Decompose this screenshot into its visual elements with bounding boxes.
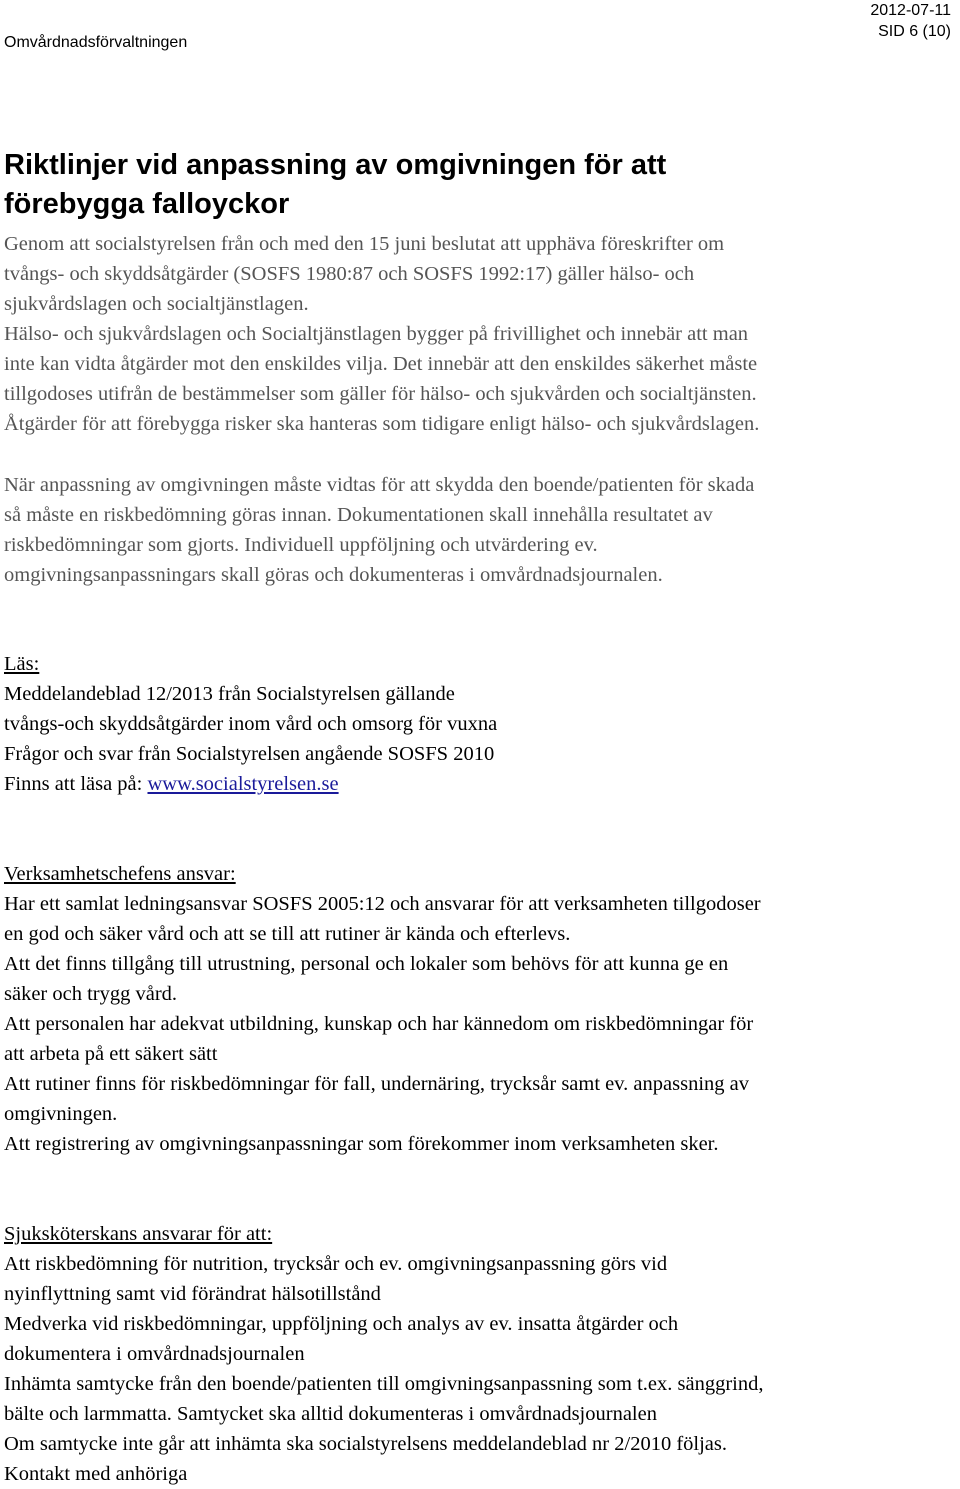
text-line: Kontakt med anhöriga	[4, 1463, 188, 1485]
manager-section	[4, 859, 960, 1159]
find-prefix: Finns att läsa på:	[4, 773, 148, 795]
text-line: Att det finns tillgång till utrustning, personal och lokaler som behövs för att kunna ge en	[4, 953, 729, 975]
text-line: Att registrering av omgivningsanpassningar som förekommer inom verksamheten sker.	[4, 1133, 719, 1155]
manager-heading: Verksamhetschefens ansvar:	[4, 863, 236, 885]
adaptation-paragraph	[4, 470, 960, 590]
text-line: Frågor och svar från Socialstyrelsen angående SOSFS 2010	[4, 743, 495, 765]
text-line: När anpassning av omgivningen måste vidtas för att skydda den boende/patienten för skada	[4, 474, 755, 496]
text-line: Att personalen har adekvat utbildning, kunskap och har kännedom om riskbedömningar för	[4, 1013, 754, 1035]
text-line: så måste en riskbedömning göras innan. Dokumentationen skall innehålla resultatet av	[4, 504, 713, 526]
text-line: Hälso- och sjukvårdslagen och Socialtjänstlagen bygger på frivillighet och innebär att man	[4, 323, 749, 345]
header-page-number: SID 6 (10)	[878, 23, 951, 40]
text-line: Meddelandeblad 12/2013 från Socialstyrelsen gällande	[4, 683, 455, 705]
text-line: en god och säker vård och att se till att rutiner är kända och efterlevs.	[4, 923, 571, 945]
header-date: 2012-07-11	[870, 2, 951, 19]
text-line: att arbeta på ett säkert sätt	[4, 1043, 218, 1065]
intro-paragraph	[4, 229, 960, 439]
text-line: Om samtycke inte går att inhämta ska socialstyrelsens meddelandeblad nr 2/2010 följas.	[4, 1433, 727, 1455]
text-line: inte kan vidta åtgärder mot den enskildes vilja. Det innebär att den enskildes säkerhet måste	[4, 353, 758, 375]
text-line: nyinflyttning samt vid förändrat hälsotillstånd	[4, 1283, 381, 1305]
text-line: omgivningen.	[4, 1103, 118, 1125]
find-line	[4, 769, 960, 799]
text-line: Att rutiner finns för riskbedömningar för fall, undernäring, trycksår samt ev. anpassning av	[4, 1073, 750, 1095]
nurse-heading: Sjuksköterskans ansvarar för att:	[4, 1223, 273, 1245]
header-organization: Omvårdnadsförvaltningen	[4, 34, 188, 51]
nurse-section	[4, 1219, 960, 1489]
text-line: säker och trygg vård.	[4, 983, 178, 1005]
text-line: Genom att socialstyrelsen från och med den 15 juni beslutat att upphäva föreskrifter om	[4, 233, 725, 255]
text-line: Åtgärder för att förebygga risker ska hanteras som tidigare enligt hälso- och sjukvårdslagen.	[4, 413, 760, 435]
text-line: omgivningsanpassningars skall göras och dokumenteras i omvårdnadsjournalen.	[4, 564, 663, 586]
text-line: sjukvårdslagen och socialtjänstlagen.	[4, 293, 309, 315]
read-heading: Läs:	[4, 653, 40, 675]
text-line: dokumentera i omvårdnadsjournalen	[4, 1343, 305, 1365]
text-line: bälte och larmmatta. Samtycket ska alltid dokumenteras i omvårdnadsjournalen	[4, 1403, 657, 1425]
title-line: Riktlinjer vid anpassning av omgivningen för att	[4, 149, 667, 181]
title-line: förebygga falloyckor	[4, 188, 290, 220]
text-line: Har ett samlat ledningsansvar SOSFS 2005:12 och ansvarar för att verksamheten tillgodoser	[4, 893, 761, 915]
text-line: Inhämta samtycke från den boende/patienten till omgivningsanpassning som t.ex. sänggrind,	[4, 1373, 764, 1395]
text-line: Att riskbedömning för nutrition, trycksår och ev. omgivningsanpassning görs vid	[4, 1253, 668, 1275]
read-section	[4, 649, 960, 799]
text-line: tvångs-och skyddsåtgärder inom vård och omsorg för vuxna	[4, 713, 498, 735]
text-line: tillgodoses utifrån de bestämmelser som gäller för hälso- och sjukvården och socialtjänsten.	[4, 383, 757, 405]
text-line: tvångs- och skyddsåtgärder (SOSFS 1980:87 och SOSFS 1992:17) gäller hälso- och	[4, 263, 695, 285]
socialstyrelsen-link[interactable]: www.socialstyrelsen.se	[147, 773, 339, 795]
document-title	[4, 146, 944, 224]
header-meta	[870, 0, 951, 42]
text-line: Medverka vid riskbedömningar, uppföljning och analys av ev. insatta åtgärder och	[4, 1313, 679, 1335]
text-line: riskbedömningar som gjorts. Individuell uppföljning och utvärdering ev.	[4, 534, 598, 556]
